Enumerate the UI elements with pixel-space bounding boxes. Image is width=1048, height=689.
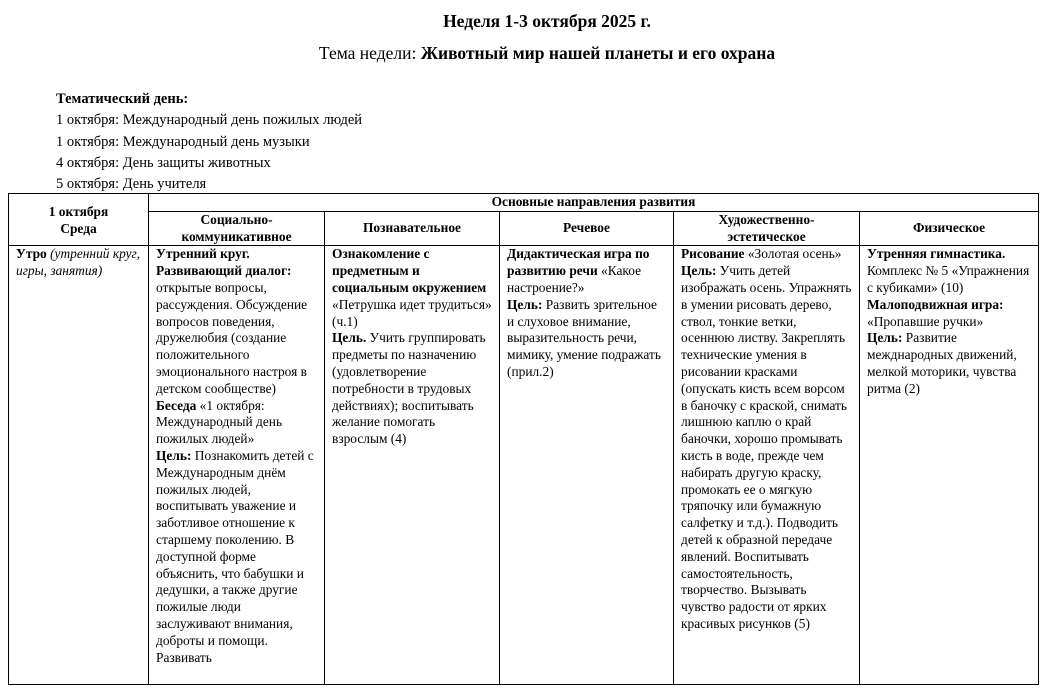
day-weekday: Среда xyxy=(60,220,97,236)
plan-table xyxy=(8,193,1039,685)
physical-complex: Комплекс № 5 «Упражнения с кубиками» (10) xyxy=(867,263,1030,295)
cognitive-cell xyxy=(325,246,500,685)
morning-label: Утро xyxy=(16,246,47,262)
day-date: 1 октября xyxy=(48,203,109,219)
theme-label: Тема недели: xyxy=(318,43,421,63)
theme-days-block xyxy=(56,89,362,195)
social-cell xyxy=(149,246,325,685)
physical-goal-label: Цель: xyxy=(867,330,903,346)
speech-heading: Дидактическая игра по развитию речи xyxy=(507,246,650,279)
theme-day-item: 4 октября: День защиты животных xyxy=(56,154,271,171)
cognitive-goal-label: Цель. xyxy=(332,330,367,346)
col-header-speech: Речевое xyxy=(500,211,674,246)
cognitive-heading: Ознакомление с предметным и социальным окружением xyxy=(332,246,487,295)
col-header-art: Художественно-эстетическое xyxy=(674,211,860,246)
morning-detail: (утренний круг, игры, занятия) xyxy=(16,246,141,279)
theme-day-item: 1 октября: Международный день музыки xyxy=(56,133,310,150)
speech-cell xyxy=(500,246,674,685)
social-talk-text: «1 октября: Международный день пожилых людей» xyxy=(156,397,283,447)
social-talk-label: Беседа xyxy=(156,397,197,413)
physical-cell xyxy=(860,246,1039,685)
physical-game-label: Малоподвижная игра: xyxy=(867,296,1004,312)
col-header-cognitive: Познавательное xyxy=(325,211,500,246)
speech-goal-label: Цель: xyxy=(507,296,543,312)
social-dialog-label: Развивающий диалог: xyxy=(156,263,292,279)
theme-value: Животный мир нашей планеты и его охрана xyxy=(420,43,776,63)
art-goal-text: Учить детей изображать осень. Упражнять в умении рисовать дерево, ствол, тонкие ветки, осеннюю листву. Закреплять технические умения в рисовании красками (опускать кисть всем ворсом в баночку с краской, снимать лишнюю каплю о край баночки, хорошо промывать кисть в воде, прежде чем набирать другую краску, промокать ее о мягкую тряпочку или бумажную салфетку и т.д.). Подводить детей к образной передаче явлений. Воспитывать самостоятельность, творчество. Вызывать чувство радости от ярких красивых рисунков (5) xyxy=(681,263,852,631)
col-header-social: Социально-коммуникативное xyxy=(149,211,325,246)
social-heading: Утренний круг. xyxy=(156,246,250,262)
social-goal-label: Цель: xyxy=(156,447,192,463)
physical-heading: Утренняя гимнастика. xyxy=(867,246,1006,262)
cognitive-topic: «Петрушка идет трудиться» (ч.1) xyxy=(332,296,492,329)
day-header-cell xyxy=(9,194,149,246)
main-header: Основные направления развития xyxy=(149,194,1039,212)
art-cell xyxy=(674,246,860,685)
art-topic: «Золотая осень» xyxy=(744,246,842,262)
social-dialog-text: открытые вопросы, рассуждения. Обсуждение вопросов поведения, дружелюбия (создание положительного эмоционального настроя в детском сообществе) xyxy=(156,279,308,396)
morning-cell xyxy=(9,246,149,685)
art-goal-label: Цель: xyxy=(681,263,717,279)
physical-goal-text: Развитие межднародных движений, мелкой моторики, чувства ритма (2) xyxy=(867,330,1017,396)
art-heading: Рисование xyxy=(681,246,745,262)
col-header-physical: Физическое xyxy=(860,211,1039,246)
physical-game-text: «Пропавшие ручки» xyxy=(867,313,984,329)
week-title: Неделя 1-3 октября 2025 г. xyxy=(443,11,651,31)
week-theme xyxy=(0,43,1048,64)
theme-day-item: 5 октября: День учителя xyxy=(56,176,207,193)
theme-day-item: 1 октября: Международный день пожилых людей xyxy=(56,112,363,129)
social-goal-text: Познакомить детей с Международным днём пожилых людей, воспитывать уважение и заботливое отношение к старшему поколению. В доступной форме объяснить, что бабушки и дедушки, а также другие пожилые люди заслуживают внимания, доброты и помощи. Развивать xyxy=(156,447,314,665)
speech-topic: «Какое настроение?» xyxy=(507,263,642,295)
cognitive-goal-text: Учить группировать предметы по назначению (удовлетворение потребности в трудовых действиях); воспитывать желание помогать взрослым (4) xyxy=(332,330,486,447)
speech-goal-text: Развить зрительное и слуховое внимание, выразительность речи, мимику, умение подражать (прил.2) xyxy=(507,296,661,379)
theme-days-heading: Тематический день: xyxy=(56,91,189,107)
